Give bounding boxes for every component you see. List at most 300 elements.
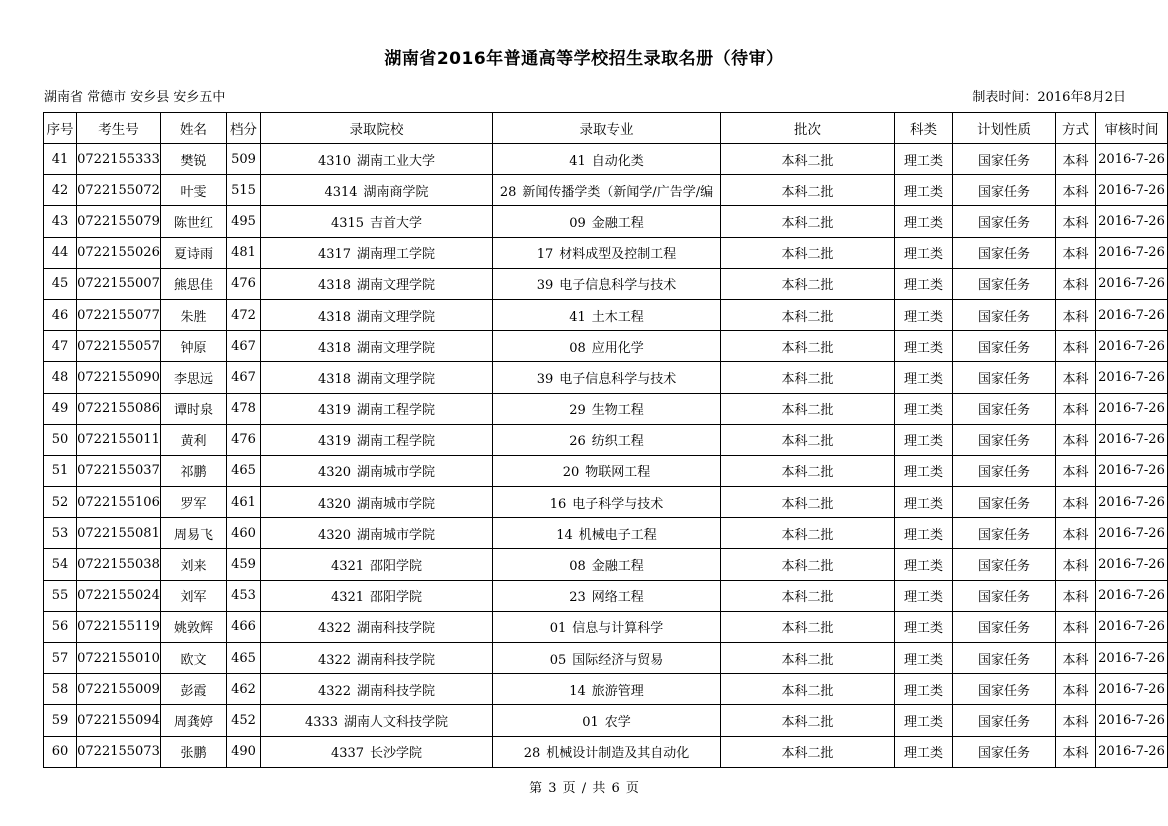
cell-score: 452 <box>227 705 261 736</box>
cell-school <box>261 736 493 767</box>
cell-name: 周龚婷 <box>161 705 227 736</box>
cell-seq: 51 <box>44 455 77 486</box>
major-code: 39 <box>536 278 554 294</box>
col-header-category: 科类 <box>895 113 953 144</box>
cell-name: 罗军 <box>161 487 227 518</box>
cell-category: 理工类 <box>895 268 953 299</box>
table-row <box>44 518 1168 549</box>
cell-major <box>493 175 721 206</box>
school-name: 湖南理工学院 <box>357 247 436 263</box>
cell-seq: 58 <box>44 674 77 705</box>
major-name: 电子信息科学与技术 <box>559 278 677 294</box>
school-name: 长沙学院 <box>370 746 423 762</box>
cell-school <box>261 455 493 486</box>
cell-exam-id: 0722155086 <box>77 393 161 424</box>
cell-name: 李思远 <box>161 362 227 393</box>
table-row <box>44 331 1168 362</box>
major-name: 机械电子工程 <box>578 527 657 543</box>
cell-name: 姚敦辉 <box>161 611 227 642</box>
cell-mode: 本科 <box>1056 643 1096 674</box>
cell-score: 472 <box>227 299 261 330</box>
cell-major <box>493 268 721 299</box>
col-header-name: 姓名 <box>161 113 227 144</box>
major-name: 纺织工程 <box>591 434 644 450</box>
cell-school <box>261 331 493 362</box>
cell-exam-id: 0722155037 <box>77 455 161 486</box>
cell-score: 481 <box>227 237 261 268</box>
cell-major <box>493 705 721 736</box>
cell-batch: 本科二批 <box>721 206 895 237</box>
school-name: 湖南城市学院 <box>357 465 436 481</box>
school-name: 湖南科技学院 <box>357 683 436 699</box>
cell-seq: 59 <box>44 705 77 736</box>
table-row <box>44 736 1168 767</box>
major-code: 08 <box>569 340 586 356</box>
cell-exam-id: 0722155038 <box>77 549 161 580</box>
major-code: 14 <box>556 527 573 543</box>
cell-exam-id: 0722155073 <box>77 736 161 767</box>
cell-category: 理工类 <box>895 175 953 206</box>
cell-major <box>493 643 721 674</box>
cell-plan: 国家任务 <box>953 331 1056 362</box>
cell-name: 刘来 <box>161 549 227 580</box>
major-name: 金融工程 <box>591 215 644 231</box>
cell-score: 459 <box>227 549 261 580</box>
major-code: 39 <box>536 371 554 387</box>
cell-mode: 本科 <box>1056 393 1096 424</box>
major-name: 电子科学与技术 <box>572 496 664 512</box>
cell-name: 彭霞 <box>161 674 227 705</box>
cell-review-date: 2016-7-26 <box>1096 144 1168 175</box>
cell-school <box>261 393 493 424</box>
major-code: 16 <box>549 496 567 512</box>
cell-major <box>493 455 721 486</box>
cell-major <box>493 362 721 393</box>
col-header-mode: 方式 <box>1056 113 1096 144</box>
cell-category: 理工类 <box>895 299 953 330</box>
cell-batch: 本科二批 <box>721 362 895 393</box>
col-header-review-date: 审核时间 <box>1096 113 1168 144</box>
cell-review-date: 2016-7-26 <box>1096 362 1168 393</box>
cell-plan: 国家任务 <box>953 175 1056 206</box>
major-code: 14 <box>569 683 586 699</box>
school-name: 邵阳学院 <box>370 590 423 606</box>
cell-exam-id: 0722155010 <box>77 643 161 674</box>
cell-plan: 国家任务 <box>953 487 1056 518</box>
cell-school <box>261 611 493 642</box>
school-name: 湖南科技学院 <box>357 621 436 637</box>
cell-mode: 本科 <box>1056 331 1096 362</box>
cell-score: 465 <box>227 643 261 674</box>
major-code: 01 <box>549 621 567 637</box>
cell-review-date: 2016-7-26 <box>1096 487 1168 518</box>
school-code: 4318 <box>317 340 352 356</box>
cell-major <box>493 518 721 549</box>
major-name: 金融工程 <box>591 559 644 575</box>
major-name: 国际经济与贸易 <box>572 652 664 668</box>
school-name: 湖南城市学院 <box>357 496 436 512</box>
school-code: 4320 <box>317 465 352 481</box>
cell-score: 467 <box>227 362 261 393</box>
cell-batch: 本科二批 <box>721 487 895 518</box>
cell-category: 理工类 <box>895 611 953 642</box>
school-name: 湖南文理学院 <box>357 340 436 356</box>
cell-batch: 本科二批 <box>721 736 895 767</box>
cell-school <box>261 643 493 674</box>
col-header-score: 档分 <box>227 113 261 144</box>
cell-name: 黄利 <box>161 424 227 455</box>
school-name: 湖南工程学院 <box>357 434 436 450</box>
table-row <box>44 549 1168 580</box>
cell-score: 460 <box>227 518 261 549</box>
cell-review-date: 2016-7-26 <box>1096 518 1168 549</box>
cell-seq: 44 <box>44 237 77 268</box>
table-header-row <box>44 113 1168 144</box>
cell-major <box>493 144 721 175</box>
cell-score: 465 <box>227 455 261 486</box>
major-code: 20 <box>562 465 580 481</box>
cell-mode: 本科 <box>1056 518 1096 549</box>
table-row <box>44 455 1168 486</box>
cell-seq: 49 <box>44 393 77 424</box>
cell-review-date: 2016-7-26 <box>1096 455 1168 486</box>
cell-seq: 48 <box>44 362 77 393</box>
school-code: 4317 <box>317 247 352 263</box>
table-row <box>44 611 1168 642</box>
major-name: 机械设计制造及其自动化 <box>546 746 690 762</box>
school-code: 4310 <box>317 153 352 169</box>
major-code: 28 <box>499 184 517 200</box>
cell-mode: 本科 <box>1056 299 1096 330</box>
table-row <box>44 144 1168 175</box>
cell-seq: 47 <box>44 331 77 362</box>
cell-name: 谭时泉 <box>161 393 227 424</box>
cell-major <box>493 611 721 642</box>
cell-name: 钟原 <box>161 331 227 362</box>
cell-school <box>261 705 493 736</box>
major-name: 新闻传播学类（新闻学/广告学/编 <box>522 184 714 200</box>
school-code: 4321 <box>330 590 365 606</box>
cell-exam-id: 0722155011 <box>77 424 161 455</box>
major-code: 05 <box>549 652 567 668</box>
school-code: 4333 <box>304 714 339 730</box>
made-time-label: 制表时间：2016年8月2日 <box>972 90 1126 105</box>
cell-name: 周易飞 <box>161 518 227 549</box>
col-header-batch: 批次 <box>721 113 895 144</box>
cell-review-date: 2016-7-26 <box>1096 299 1168 330</box>
cell-mode: 本科 <box>1056 549 1096 580</box>
cell-category: 理工类 <box>895 705 953 736</box>
cell-plan: 国家任务 <box>953 237 1056 268</box>
cell-review-date: 2016-7-26 <box>1096 674 1168 705</box>
cell-school <box>261 206 493 237</box>
table-row <box>44 393 1168 424</box>
cell-school <box>261 674 493 705</box>
cell-plan: 国家任务 <box>953 362 1056 393</box>
page-footer: 第 3 页 / 共 6 页 <box>529 781 639 796</box>
cell-name: 祁鹏 <box>161 455 227 486</box>
table-row <box>44 487 1168 518</box>
school-code: 4319 <box>317 403 352 419</box>
cell-exam-id: 0722155007 <box>77 268 161 299</box>
cell-review-date: 2016-7-26 <box>1096 643 1168 674</box>
table-row <box>44 268 1168 299</box>
cell-review-date: 2016-7-26 <box>1096 580 1168 611</box>
cell-plan: 国家任务 <box>953 393 1056 424</box>
cell-school <box>261 424 493 455</box>
school-code: 4318 <box>317 371 352 387</box>
cell-school <box>261 580 493 611</box>
cell-major <box>493 487 721 518</box>
major-name: 电子信息科学与技术 <box>559 371 677 387</box>
cell-major <box>493 206 721 237</box>
cell-seq: 53 <box>44 518 77 549</box>
cell-category: 理工类 <box>895 424 953 455</box>
cell-score: 476 <box>227 424 261 455</box>
cell-major <box>493 237 721 268</box>
cell-exam-id: 0722155090 <box>77 362 161 393</box>
school-name: 湖南文理学院 <box>357 309 436 325</box>
cell-plan: 国家任务 <box>953 736 1056 767</box>
cell-category: 理工类 <box>895 643 953 674</box>
major-code: 23 <box>569 590 586 606</box>
major-code: 09 <box>569 215 586 231</box>
table-row <box>44 299 1168 330</box>
cell-plan: 国家任务 <box>953 643 1056 674</box>
major-name: 物联网工程 <box>585 465 651 481</box>
cell-score: 461 <box>227 487 261 518</box>
cell-review-date: 2016-7-26 <box>1096 705 1168 736</box>
school-name: 吉首大学 <box>370 215 423 231</box>
cell-seq: 55 <box>44 580 77 611</box>
major-code: 41 <box>569 309 586 325</box>
school-code: 4318 <box>317 309 352 325</box>
cell-seq: 52 <box>44 487 77 518</box>
cell-plan: 国家任务 <box>953 705 1056 736</box>
cell-batch: 本科二批 <box>721 175 895 206</box>
cell-batch: 本科二批 <box>721 144 895 175</box>
cell-plan: 国家任务 <box>953 611 1056 642</box>
region-label: 湖南省 常德市 安乡县 安乡五中 <box>44 90 226 105</box>
cell-seq: 54 <box>44 549 77 580</box>
cell-batch: 本科二批 <box>721 455 895 486</box>
major-name: 信息与计算科学 <box>572 621 664 637</box>
major-code: 17 <box>536 247 554 263</box>
cell-category: 理工类 <box>895 580 953 611</box>
cell-mode: 本科 <box>1056 611 1096 642</box>
major-name: 应用化学 <box>591 340 644 356</box>
cell-mode: 本科 <box>1056 424 1096 455</box>
cell-major <box>493 424 721 455</box>
cell-category: 理工类 <box>895 362 953 393</box>
cell-review-date: 2016-7-26 <box>1096 611 1168 642</box>
col-header-school: 录取院校 <box>261 113 493 144</box>
cell-mode: 本科 <box>1056 144 1096 175</box>
cell-name: 夏诗雨 <box>161 237 227 268</box>
cell-category: 理工类 <box>895 237 953 268</box>
cell-mode: 本科 <box>1056 736 1096 767</box>
cell-mode: 本科 <box>1056 455 1096 486</box>
cell-review-date: 2016-7-26 <box>1096 393 1168 424</box>
col-header-major: 录取专业 <box>493 113 721 144</box>
cell-seq: 45 <box>44 268 77 299</box>
cell-plan: 国家任务 <box>953 424 1056 455</box>
cell-name: 张鹏 <box>161 736 227 767</box>
table-row <box>44 206 1168 237</box>
cell-mode: 本科 <box>1056 705 1096 736</box>
cell-category: 理工类 <box>895 549 953 580</box>
cell-major <box>493 580 721 611</box>
cell-exam-id: 0722155081 <box>77 518 161 549</box>
cell-school <box>261 268 493 299</box>
major-code: 01 <box>582 714 599 730</box>
cell-exam-id: 0722155119 <box>77 611 161 642</box>
cell-score: 453 <box>227 580 261 611</box>
table-row <box>44 175 1168 206</box>
cell-score: 495 <box>227 206 261 237</box>
cell-name: 朱胜 <box>161 299 227 330</box>
cell-category: 理工类 <box>895 674 953 705</box>
cell-major <box>493 331 721 362</box>
cell-seq: 60 <box>44 736 77 767</box>
major-name: 材料成型及控制工程 <box>559 247 677 263</box>
cell-review-date: 2016-7-26 <box>1096 175 1168 206</box>
cell-batch: 本科二批 <box>721 643 895 674</box>
cell-exam-id: 0722155077 <box>77 299 161 330</box>
table-row <box>44 424 1168 455</box>
school-code: 4322 <box>317 621 352 637</box>
cell-category: 理工类 <box>895 487 953 518</box>
school-code: 4320 <box>317 527 352 543</box>
cell-seq: 57 <box>44 643 77 674</box>
major-code: 28 <box>523 746 541 762</box>
table-row <box>44 580 1168 611</box>
cell-plan: 国家任务 <box>953 580 1056 611</box>
school-code: 4315 <box>330 215 365 231</box>
school-code: 4320 <box>317 496 352 512</box>
cell-seq: 46 <box>44 299 77 330</box>
school-name: 湖南文理学院 <box>357 278 436 294</box>
school-code: 4318 <box>317 278 352 294</box>
cell-plan: 国家任务 <box>953 144 1056 175</box>
cell-seq: 42 <box>44 175 77 206</box>
cell-batch: 本科二批 <box>721 331 895 362</box>
cell-exam-id: 0722155057 <box>77 331 161 362</box>
cell-mode: 本科 <box>1056 580 1096 611</box>
cell-school <box>261 237 493 268</box>
cell-batch: 本科二批 <box>721 268 895 299</box>
major-name: 农学 <box>604 714 631 730</box>
major-name: 旅游管理 <box>591 683 644 699</box>
table-row <box>44 362 1168 393</box>
cell-batch: 本科二批 <box>721 705 895 736</box>
cell-batch: 本科二批 <box>721 549 895 580</box>
cell-name: 樊锐 <box>161 144 227 175</box>
cell-seq: 56 <box>44 611 77 642</box>
school-name: 邵阳学院 <box>370 559 423 575</box>
cell-category: 理工类 <box>895 518 953 549</box>
cell-category: 理工类 <box>895 736 953 767</box>
cell-mode: 本科 <box>1056 268 1096 299</box>
cell-school <box>261 549 493 580</box>
cell-school <box>261 144 493 175</box>
col-header-seq: 序号 <box>44 113 77 144</box>
cell-mode: 本科 <box>1056 362 1096 393</box>
cell-major <box>493 674 721 705</box>
school-name: 湖南工业大学 <box>357 153 436 169</box>
cell-batch: 本科二批 <box>721 611 895 642</box>
school-code: 4321 <box>330 559 365 575</box>
cell-review-date: 2016-7-26 <box>1096 206 1168 237</box>
cell-mode: 本科 <box>1056 175 1096 206</box>
cell-name: 欧文 <box>161 643 227 674</box>
school-name: 湖南城市学院 <box>357 527 436 543</box>
cell-plan: 国家任务 <box>953 518 1056 549</box>
cell-school <box>261 518 493 549</box>
school-code: 4314 <box>324 184 358 200</box>
cell-mode: 本科 <box>1056 237 1096 268</box>
major-code: 41 <box>569 153 586 169</box>
major-code: 26 <box>569 434 586 450</box>
school-name: 湖南商学院 <box>363 184 429 200</box>
cell-score: 462 <box>227 674 261 705</box>
table-row <box>44 674 1168 705</box>
cell-score: 515 <box>227 175 261 206</box>
cell-school <box>261 175 493 206</box>
cell-major <box>493 299 721 330</box>
cell-review-date: 2016-7-26 <box>1096 424 1168 455</box>
school-code: 4337 <box>330 746 365 762</box>
col-header-plan: 计划性质 <box>953 113 1056 144</box>
major-name: 生物工程 <box>591 403 644 419</box>
table-row <box>44 237 1168 268</box>
table-row <box>44 643 1168 674</box>
cell-mode: 本科 <box>1056 487 1096 518</box>
cell-batch: 本科二批 <box>721 424 895 455</box>
major-code: 08 <box>569 559 586 575</box>
cell-review-date: 2016-7-26 <box>1096 736 1168 767</box>
cell-major <box>493 549 721 580</box>
cell-plan: 国家任务 <box>953 299 1056 330</box>
cell-review-date: 2016-7-26 <box>1096 237 1168 268</box>
cell-exam-id: 0722155333 <box>77 144 161 175</box>
cell-score: 476 <box>227 268 261 299</box>
cell-mode: 本科 <box>1056 674 1096 705</box>
col-header-exam-id: 考生号 <box>77 113 161 144</box>
major-name: 土木工程 <box>591 309 644 325</box>
cell-exam-id: 0722155024 <box>77 580 161 611</box>
school-name: 湖南文理学院 <box>357 371 436 387</box>
cell-exam-id: 0722155106 <box>77 487 161 518</box>
cell-exam-id: 0722155009 <box>77 674 161 705</box>
cell-review-date: 2016-7-26 <box>1096 268 1168 299</box>
major-name: 网络工程 <box>591 590 644 606</box>
school-name: 湖南人文科技学院 <box>344 714 449 730</box>
cell-plan: 国家任务 <box>953 455 1056 486</box>
cell-review-date: 2016-7-26 <box>1096 331 1168 362</box>
cell-seq: 41 <box>44 144 77 175</box>
cell-score: 478 <box>227 393 261 424</box>
cell-batch: 本科二批 <box>721 299 895 330</box>
cell-category: 理工类 <box>895 331 953 362</box>
major-code: 29 <box>569 403 586 419</box>
page-title: 湖南省2016年普通高等学校招生录取名册（待审） <box>384 49 784 69</box>
cell-batch: 本科二批 <box>721 237 895 268</box>
school-name: 湖南科技学院 <box>357 652 436 668</box>
cell-batch: 本科二批 <box>721 674 895 705</box>
cell-name: 陈世红 <box>161 206 227 237</box>
cell-school <box>261 487 493 518</box>
